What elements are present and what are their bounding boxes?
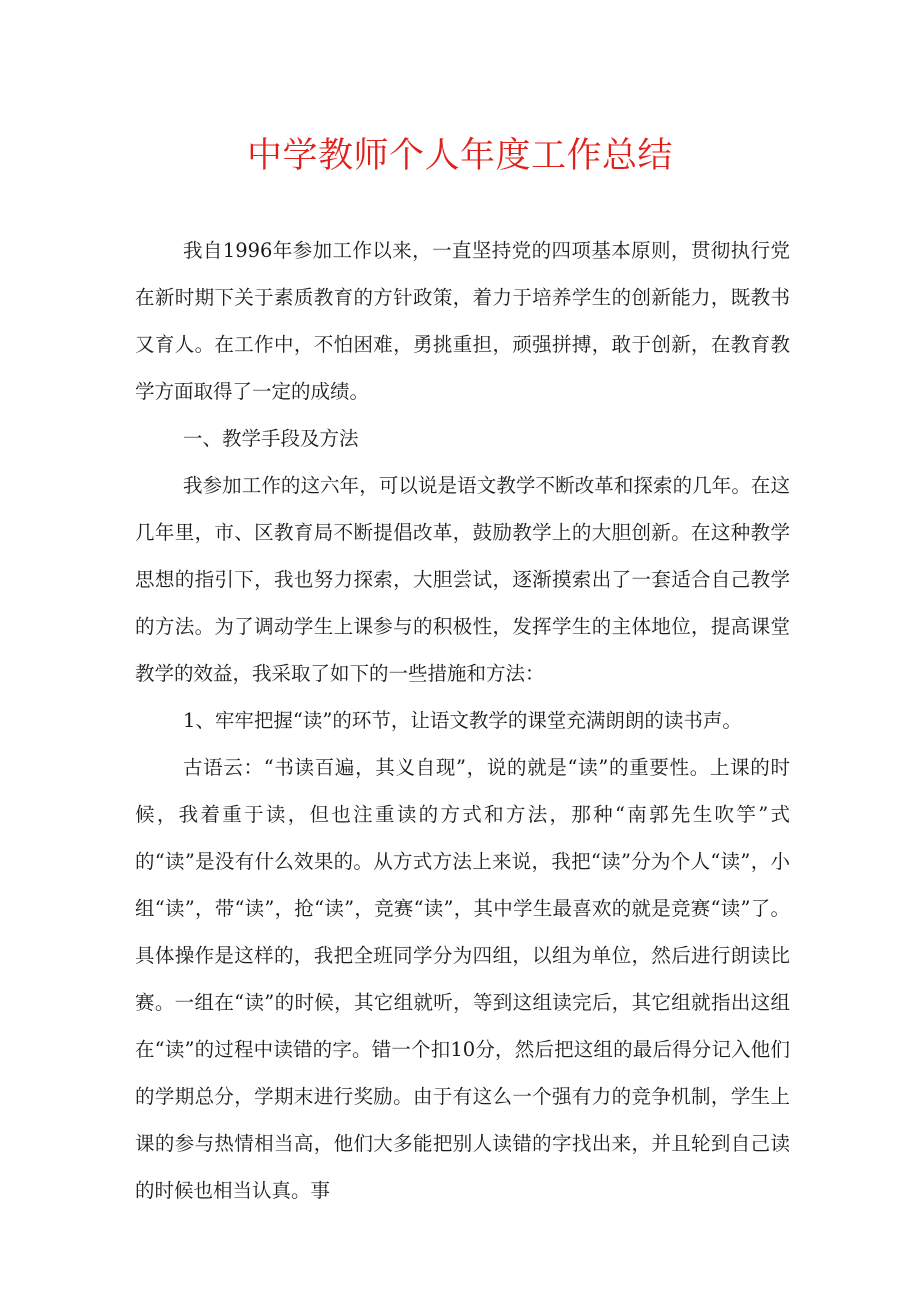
paragraph-methods: 我参加工作的这六年，可以说是语文教学不断改革和探索的几年。在这几年里，市、区教育局不断提倡改革，鼓励教学上的大胆创新。在这种教学思想的指引下，我也努力探索，大胆尝试，逐渐摸索出了一套适合自己教学的方法。为了调动学生上课参与的积极性，发挥学生的主体地位，提高课堂教学的效益，我采取了如下的一些措施和方法： <box>135 474 790 685</box>
document-title: 中学教师个人年度工作总结 <box>246 136 673 176</box>
subheading-reading: 1、牢牢把握“读”的环节，让语文教学的课堂充满朗朗的读书声。 <box>183 709 742 732</box>
paragraph-reading: 古语云：“书读百遍，其义自现”，说的就是“读”的重要性。上课的时候，我着重于读，但也注重读的方式和方法，那种“南郭先生吹竽”式的“读”是没有什么效果的。从方式方法上来说，我把“读”分为个人“读”，小组“读”，带“读”，抢“读”，竞赛“读”，其中学生最喜欢的就是竞赛“读”了。具体操作是这样的，我把全班同学分为四组，以组为单位，然后进行朗读比赛。一组在“读”的时候，其它组就听，等到这组读完后，其它组就指出这组在“读”的过程中读错的字。错一个扣10分，然后把这组的最后得分记入他们的学期总分，学期末进行奖励。由于有这么一个强有力的竞争机制，学生上课的参与热情相当高，他们大多能把别人读错的字找出来，并且轮到自己读的时候也相当认真。事 <box>135 756 790 1202</box>
section-heading: 一、教学手段及方法 <box>183 427 359 450</box>
document-body <box>135 227 790 1214</box>
paragraph-intro: 我自1996年参加工作以来，一直坚持党的四项基本原则，贯彻执行党在新时期下关于素质教育的方针政策，着力于培养学生的创新能力，既教书又育人。在工作中，不怕困难，勇挑重担，顽强拼搏，敢于创新，在教育教学方面取得了一定的成绩。 <box>135 239 790 403</box>
